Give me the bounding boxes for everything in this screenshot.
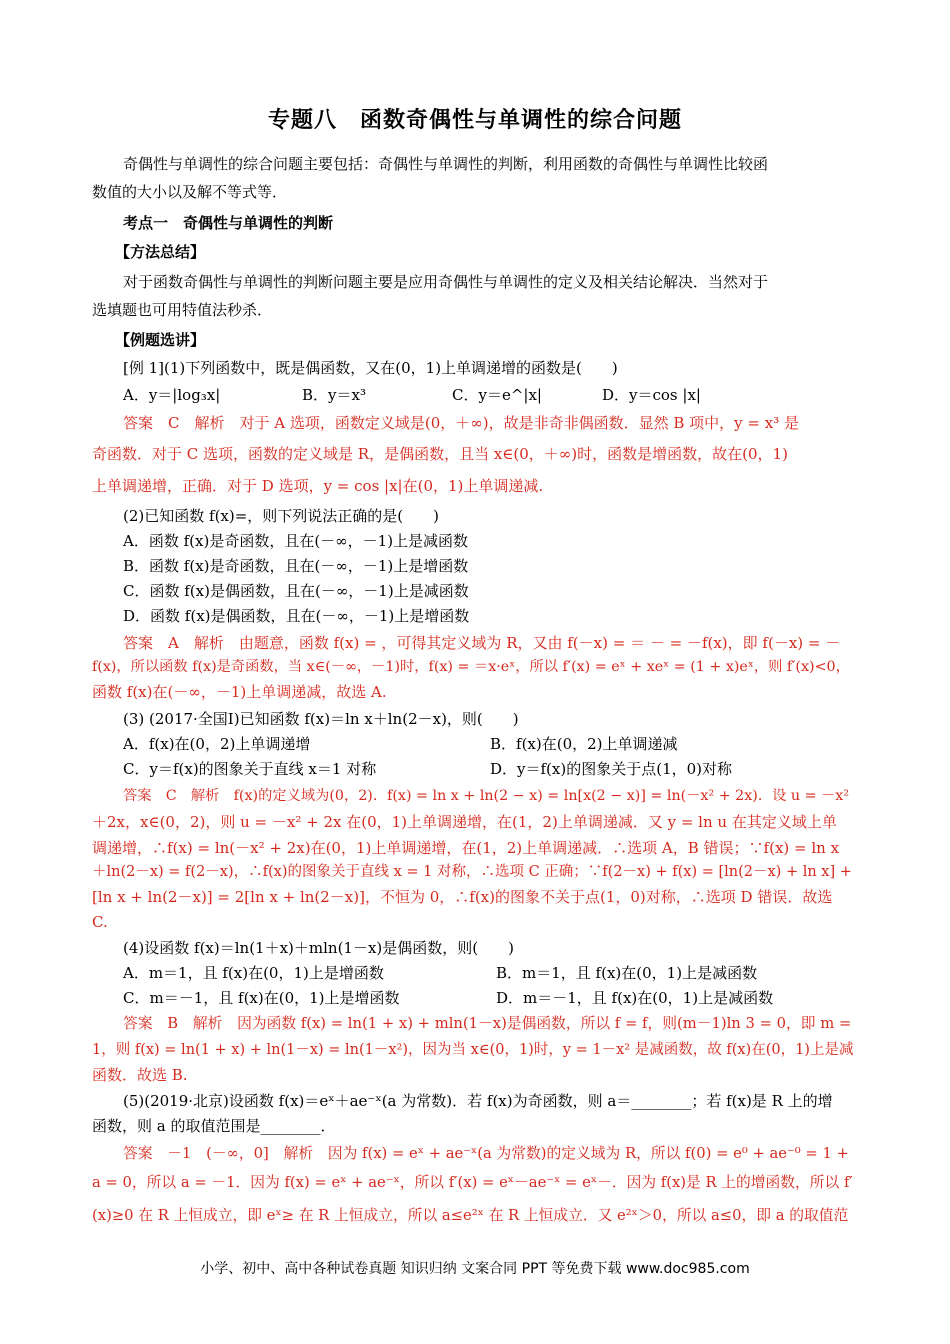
option-c: C．m＝－1，且 f(x)在(0，1)上是增函数 xyxy=(123,989,400,1007)
answer-line: ＋2x，x∈(0，2)，则 u = －x² + 2x 在(0，1)上单调递增，在(1，2)上单调递减．又 y = ln u 在其定义域上单 xyxy=(92,813,837,831)
option-b: B．y＝x³ xyxy=(302,386,366,404)
question: (5)(2019·北京)设函数 f(x)＝eˣ＋ae⁻ˣ(a 为常数)．若 f(x)为奇函数，则 a＝________；若 f(x)是 R 上的增 xyxy=(123,1092,833,1110)
intro-line: 数值的大小以及解不等式等． xyxy=(92,183,288,201)
answer-line: ＋ln(2－x) = f(2－x)，∴f(x)的图象关于直线 x = 1 对称，∴选项 C 正确；∵f(2－x) + f(x) = [ln(2－x) + ln x] + xyxy=(92,864,852,880)
option-c: C．y＝f(x)的图象关于直线 x＝1 对称 xyxy=(123,760,377,778)
option-d: D．y＝cos |x| xyxy=(602,386,701,404)
answer-line: 奇函数．对于 C 选项，函数的定义域是 R，是偶函数，且当 x∈(0，＋∞)时，函数是增函数，故在(0，1) xyxy=(92,445,788,463)
answer-line: 答案 C 解析 对于 A 选项，函数定义域是(0，＋∞)，故是非奇非偶函数．显然 B 项中，y = x³ 是 xyxy=(123,414,799,432)
option-c: C．函数 f(x)是偶函数，且在(－∞，－1)上是减函数 xyxy=(123,582,469,600)
question: (3) (2017·全国Ⅰ)已知函数 f(x)＝ln x＋ln(2－x)，则( ) xyxy=(123,710,519,728)
answer-line: C. xyxy=(92,913,108,931)
option-d: D．m＝－1，且 f(x)在(0，1)上是减函数 xyxy=(496,989,774,1007)
answer-line: a = 0，所以 a = －1．因为 f(x) = eˣ + ae⁻ˣ，所以 f′(x) = eˣ－ae⁻ˣ = eˣ－．因为 f(x)是 R 上的增函数，所以 f′ xyxy=(92,1174,853,1191)
option-d: D．函数 f(x)是偶函数，且在(－∞，－1)上是增函数 xyxy=(123,607,470,625)
page-title: 专题八 函数奇偶性与单调性的综合问题 xyxy=(267,108,682,133)
answer-line: f(x)，所以函数 f(x)是奇函数，当 x∈(－∞，－1)时，f(x) = ＝x·eˣ，所以 f′(x) = eˣ + xeˣ = (1 + x)eˣ，则 f′(x)<0， xyxy=(92,659,850,675)
answer-line: (x)≥0 在 R 上恒成立，即 eˣ≥ 在 R 上恒成立，所以 a≤e²ˣ 在 R 上恒成立．又 e²ˣ＞0，所以 a≤0，即 a 的取值范 xyxy=(92,1207,849,1224)
method-text: 对于函数奇偶性与单调性的判断问题主要是应用奇偶性与单调性的定义及相关结论解决．当然对于 xyxy=(123,273,769,291)
question: (4)设函数 f(x)＝ln(1＋x)＋mln(1－x)是偶函数，则( ) xyxy=(123,939,514,957)
option-a: A．函数 f(x)是奇函数，且在(－∞，－1)上是减函数 xyxy=(123,532,469,550)
method-text: 选填题也可用特值法秒杀． xyxy=(92,301,273,319)
option-a: A．y＝|log₃x| xyxy=(123,386,221,404)
question: (2)已知函数 f(x)=，则下列说法正确的是( ) xyxy=(123,507,440,525)
answer-line: 答案 B 解析 因为函数 f(x) = ln(1 + x) + mln(1－x)是偶函数，所以 f = f，则(m－1)ln 3 = 0，即 m = xyxy=(123,1015,852,1032)
question: [例 1](1)下列函数中，既是偶函数，又在(0，1)上单调递增的函数是( ) xyxy=(123,359,618,377)
answer-line: 答案 C 解析 f(x)的定义域为(0，2)．f(x) = ln x + ln(2 − x) = ln[x(2 − x)] = ln(－x² + 2x)．设 u = －x² xyxy=(123,788,850,804)
option-b: B．f(x)在(0，2)上单调递减 xyxy=(490,735,678,753)
answer-line: 上单调递增，正确．对于 D 选项，y = cos |x|在(0，1)上单调递减. xyxy=(92,477,544,495)
examples-heading: 【例题选讲】 xyxy=(115,331,206,349)
section-heading: 考点一 奇偶性与单调性的判断 xyxy=(123,214,334,232)
method-heading: 【方法总结】 xyxy=(115,243,206,261)
answer-line: 调递增，∴f(x) = ln(－x² + 2x)在(0，1)上单调递增，在(1，2)上单调递减．∴选项 A，B 错误；∵f(x) = ln x xyxy=(92,839,840,857)
option-a: A．f(x)在(0，2)上单调递增 xyxy=(123,735,311,753)
option-d: D．y＝f(x)的图象关于点(1，0)对称 xyxy=(490,760,733,778)
answer-line: [ln x + ln(2－x)] = 2[ln x + ln(2－x)]，不恒为 0，∴f(x)的图象不关于点(1，0)对称，∴选项 D 错误．故选 xyxy=(92,888,833,906)
answer-line: 函数．故选 B. xyxy=(92,1066,188,1084)
option-a: A．m＝1，且 f(x)在(0，1)上是增函数 xyxy=(123,964,384,982)
option-b: B．函数 f(x)是奇函数，且在(－∞，－1)上是增函数 xyxy=(123,557,469,575)
answer-line: 答案 －1 (－∞，0] 解析 因为 f(x) = eˣ + ae⁻ˣ(a 为常数)的定义域为 R，所以 f(0) = e⁰ + ae⁻⁰ = 1 + xyxy=(123,1145,849,1162)
answer-line: 函数 f(x)在(－∞，－1)上单调递减，故选 A. xyxy=(92,683,387,701)
intro-line: 奇偶性与单调性的综合问题主要包括：奇偶性与单调性的判断，利用函数的奇偶性与单调性比较函 xyxy=(123,155,769,173)
answer-line: 1，则 f(x) = ln(1 + x) + ln(1－x) = ln(1－x²)，因为当 x∈(0，1)时，y = 1－x² 是减函数，故 f(x)在(0，1)上是减 xyxy=(92,1042,854,1058)
option-c: C．y＝e^|x| xyxy=(452,386,542,404)
option-b: B．m＝1，且 f(x)在(0，1)上是减函数 xyxy=(496,964,758,982)
question: 函数，则 a 的取值范围是________． xyxy=(92,1117,336,1135)
page-footer: 小学、初中、高中各种试卷真题 知识归纳 文案合同 PPT 等免费下载 www.doc985.com xyxy=(200,1261,750,1277)
answer-line: 答案 A 解析 由题意，函数 f(x) = ，可得其定义域为 R，又由 f(－x) = ＝ － = －f(x)，即 f(－x) = － xyxy=(123,634,841,652)
